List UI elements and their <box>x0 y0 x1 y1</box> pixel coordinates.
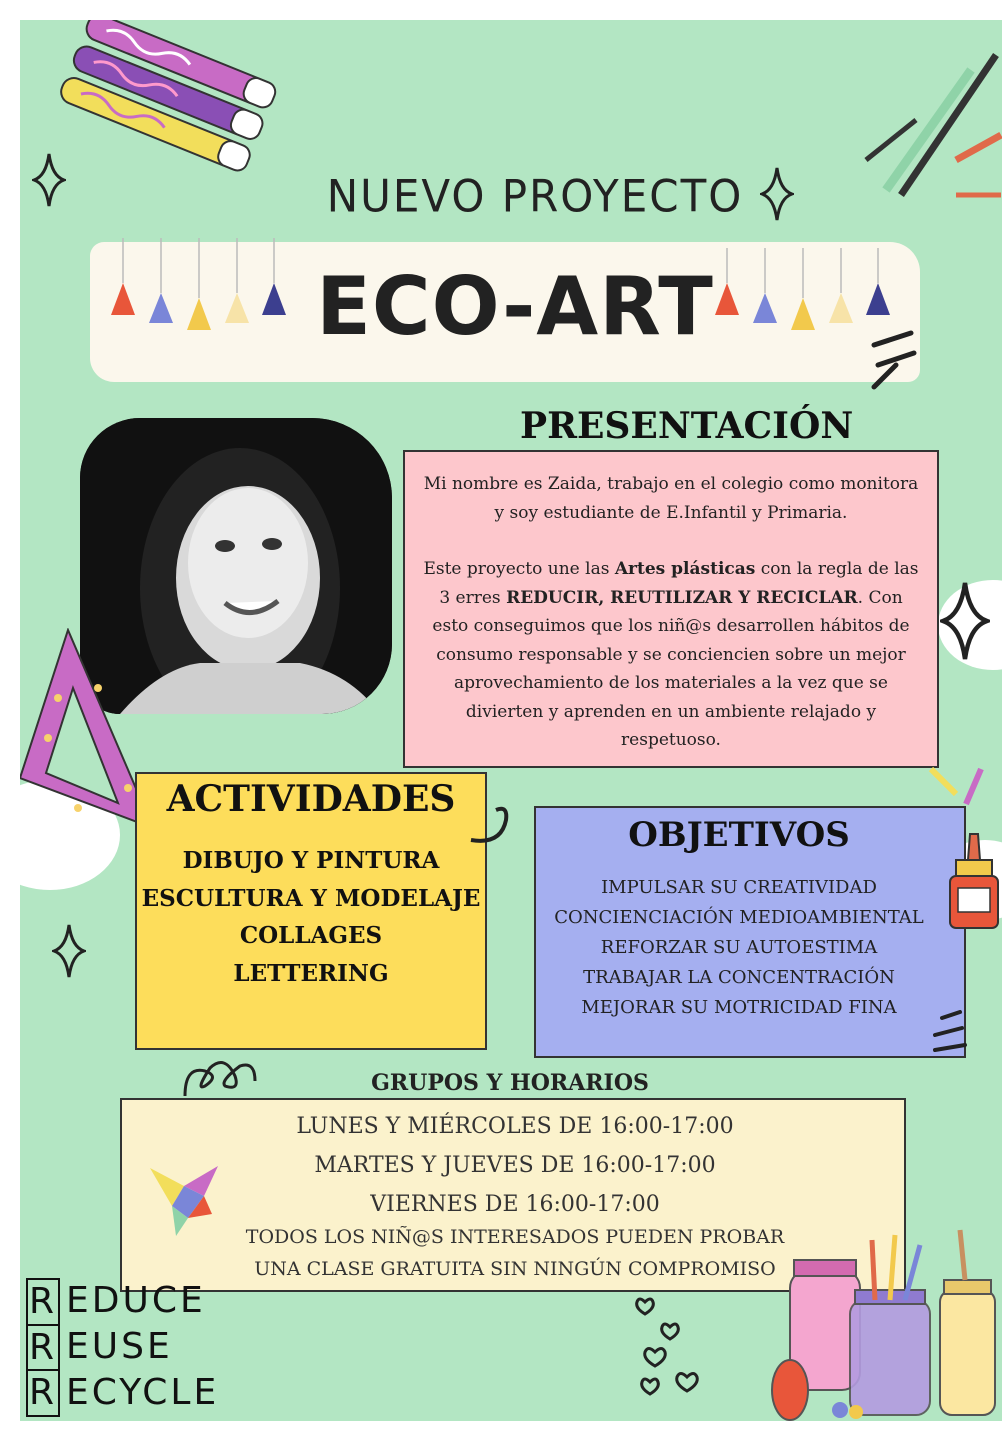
reduce-reuse-recycle <box>26 1278 219 1416</box>
activity-item: DIBUJO Y PINTURA <box>182 847 440 874</box>
main-title: ECO-ART <box>316 260 714 353</box>
marker-pens-icon <box>30 20 280 200</box>
schedule-line: VIERNES DE 16:00-17:00 <box>370 1192 660 1217</box>
bold-arts: Artes plásticas <box>614 559 756 579</box>
hearts-icon <box>635 1292 705 1402</box>
presentation-box <box>403 450 939 768</box>
flyer-page <box>20 20 1002 1421</box>
sparkle-icon <box>52 920 86 982</box>
pencils-icon <box>846 40 1002 210</box>
burst-lines-icon <box>930 1010 970 1060</box>
crayon-icon <box>926 764 986 814</box>
burst-lines-icon <box>866 325 936 395</box>
schedule-line: LUNES Y MIÉRCOLES DE 16:00-17:00 <box>296 1114 734 1139</box>
activity-item: LETTERING <box>233 959 389 987</box>
craft-jars-icon <box>760 1220 1002 1421</box>
objectives-list <box>534 873 944 1023</box>
activities-heading: ACTIVIDADES <box>166 778 456 820</box>
sparkle-icon <box>32 152 66 208</box>
presentation-heading: PRESENTACIÓN <box>520 405 854 447</box>
presentation-paragraph-2: Este proyecto une las Artes plásticas con la regla de las 3 erres REDUCIR, REUTILIZAR Y RECICLAR. Con esto conseguimos que los niñ@s desarrollen hábitos de consumo responsable y se conciencien sobre un mejor aprovechamiento de los materiales a la vez que se divierten y aprenden en un ambiente relajado y respetuoso. <box>423 559 919 750</box>
schedule-note-line: UNA CLASE GRATUITA SIN NINGÚN COMPROMISO <box>254 1258 776 1280</box>
activity-item: COLLAGES <box>239 922 383 949</box>
schedule-note-line: TODOS LOS NIÑ@S INTERESADOS PUEDEN PROBAR <box>245 1226 785 1248</box>
tassel-garland-icon <box>106 238 296 338</box>
schedule-line: MARTES Y JUEVES DE 16:00-17:00 <box>314 1153 716 1178</box>
sparkle-icon <box>760 166 794 222</box>
rrr-row: R EDUCE <box>26 1278 219 1324</box>
rrr-row: R ECYCLE <box>26 1370 219 1416</box>
presentation-paragraph-1: Mi nombre es Zaida, trabajo en el colegio como monitora y soy estudiante de E.Infantil y Primaria. <box>423 474 919 523</box>
sparkle-icon <box>940 580 990 662</box>
activities-list <box>135 842 487 992</box>
glue-bottle-icon <box>944 832 1002 932</box>
rrr-row: R EUSE <box>26 1324 219 1370</box>
objective-item: IMPULSAR SU CREATIVIDAD <box>601 877 877 898</box>
objective-item: MEJORAR SU MOTRICIDAD FINA <box>581 997 897 1018</box>
schedule-lines <box>160 1107 870 1224</box>
objective-item: REFORZAR SU AUTOESTIMA <box>600 937 878 958</box>
activity-item: ESCULTURA Y MODELAJE <box>141 884 481 912</box>
origami-bird-icon <box>148 1156 220 1238</box>
bold-rrr: REDUCIR, REUTILIZAR Y RECICLAR <box>506 587 858 608</box>
subtitle: NUEVO PROYECTO <box>326 170 744 223</box>
schedule-heading: GRUPOS Y HORARIOS <box>371 1070 649 1096</box>
objective-item: TRABAJAR LA CONCENTRACIÓN <box>583 967 895 988</box>
objective-item: CONCIENCIACIÓN MEDIOAMBIENTAL <box>554 907 924 928</box>
objectives-heading: OBJETIVOS <box>628 815 850 855</box>
swirl-icon <box>466 800 516 850</box>
